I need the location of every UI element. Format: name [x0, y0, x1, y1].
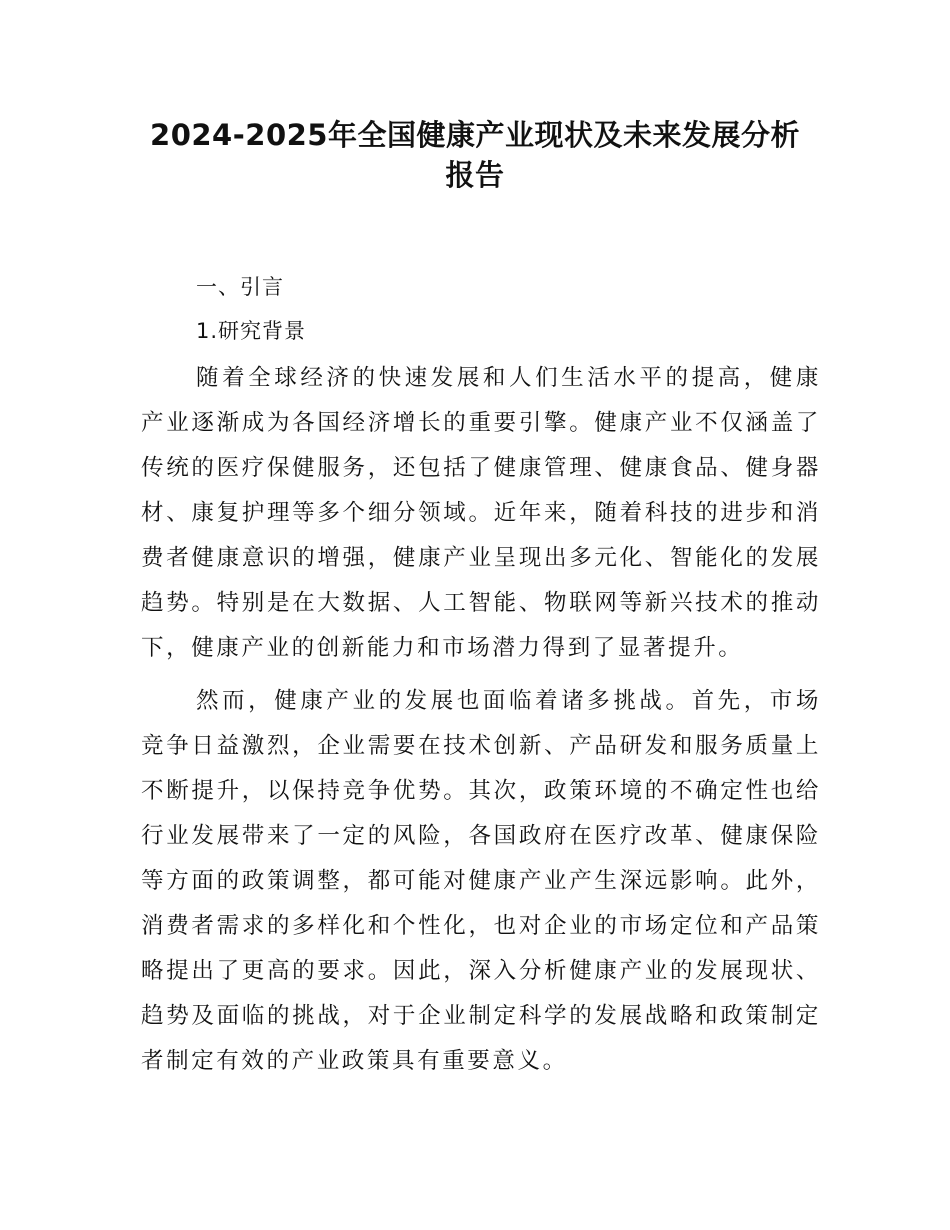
paragraph-2: 然而，健康产业的发展也面临着诸多挑战。首先，市场竞争日益激烈，企业需要在技术创新、产品研发和服务质量上不断提升，以保持竞争优势。其次，政策环境的不确定性也给行业发展带来了一定的风险，各国政府在医疗改革、健康保险等方面的政策调整，都可能对健康产业产生深远影响。此外，消费者需求的多样化和个性化，也对企业的市场定位和产品策略提出了更高的要求。因此，深入分析健康产业的发展现状、趋势及面临的挑战，对于企业制定科学的发展战略和政策制定者制定有效的产业政策具有重要意义。 — [141, 688, 821, 1074]
section-heading: 一、引言 — [196, 275, 284, 299]
subsection-heading: 1.研究背景 — [196, 319, 307, 343]
document-title-line-2: 报告 — [445, 158, 505, 192]
document-title-line-1: 2024-2025年全国健康产业现状及未来发展分析 — [150, 118, 800, 152]
paragraph-1: 随着全球经济的快速发展和人们生活水平的提高，健康产业逐渐成为各国经济增长的重要引擎。健康产业不仅涵盖了传统的医疗保健服务，还包括了健康管理、健康食品、健身器材、康复护理等多个细分领域。近年来，随着科技的进步和消费者健康意识的增强，健康产业呈现出多元化、智能化的发展趋势。特别是在大数据、人工智能、物联网等新兴技术的推动下，健康产业的创新能力和市场潜力得到了显著提升。 — [141, 365, 821, 661]
